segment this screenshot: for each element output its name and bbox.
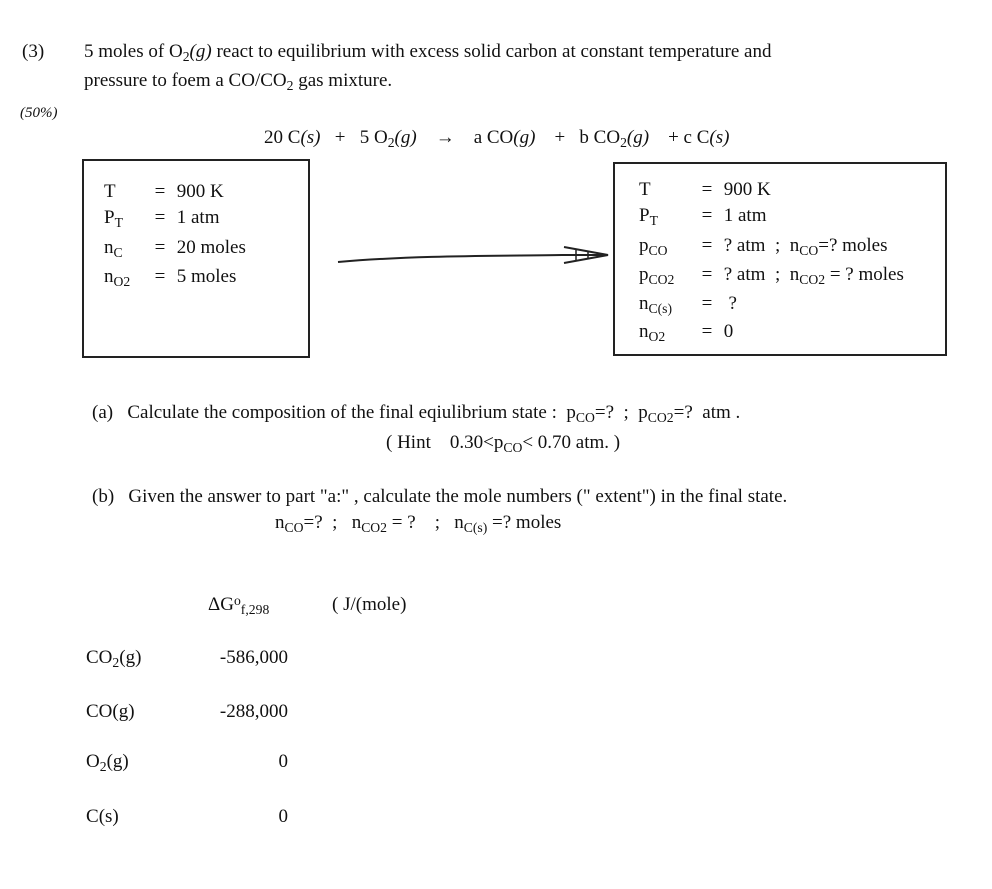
process-arrow [336, 244, 612, 270]
final-co-pressure-and-moles: $p_{CO}$ = ? atm ; $n_{CO}=$? moles [639, 235, 888, 258]
final-moles-oxygen: $n_{O2} = 0$ [639, 321, 734, 344]
problem-number: (3) [22, 41, 45, 62]
final-moles-carbon: $n_{C(s)}$ = ? [639, 293, 737, 316]
gibbs-table-header: $\Delta G^o_{f,298}$ [208, 593, 270, 617]
part-b-unknowns: $n_{CO}=$? ; $n_{CO2}$ = ? ; $n_{C(s)}$ =? moles [275, 512, 562, 535]
gibbs-species-o2: $O_2(g)$ [86, 751, 129, 774]
final-co2-pressure-and-moles: $p_{CO2}$ = ? atm ; $n_{CO2}$ = ? moles [639, 264, 904, 287]
part-a-question: (a) Calculate the composition of the final eqiulibrium state : $p_{CO}=$? ; $p_{CO2}=$? atm . [92, 402, 741, 425]
final-state-box [613, 162, 947, 356]
gibbs-species-co2: $CO_2(g)$ [86, 647, 142, 670]
part-a-hint: ( Hint $0.30<p_{CO}< 0.70$ atm. ) [386, 432, 621, 455]
gibbs-value-c: 0 [278, 806, 288, 827]
gibbs-species-c: C(s) [86, 806, 119, 827]
problem-statement-line2: pressure to foem a $CO/CO_2$ gas mixture. [84, 70, 393, 93]
initial-moles-carbon: $n_C = 20$ moles [104, 237, 246, 260]
initial-pressure: $P_T = 1$ atm [104, 207, 220, 230]
problem-statement-line1: 5 moles of $O_2(g)$ react to equilibrium with excess solid carbon at constant temperature and [84, 41, 772, 64]
reaction-equation: 20 C(s) + 5 $O_2(g)$ → a CO(g) + b $CO_2(g)$ + c C(s) [264, 127, 730, 150]
initial-moles-oxygen: $n_{O2} = 5$ moles [104, 266, 237, 289]
initial-temperature: T = 900 K [104, 181, 224, 202]
final-pressure: $P_T = 1$ atm [639, 205, 767, 228]
problem-weight: (50%) [20, 105, 58, 121]
reaction-arrow: → [435, 127, 455, 148]
part-b-question: (b) Given the answer to part "a:" , calculate the mole numbers (" extent") in the final state. [92, 486, 788, 507]
gibbs-table-unit: ( J/(mole) [332, 594, 407, 615]
gibbs-value-o2: 0 [278, 751, 288, 772]
initial-state-box [82, 159, 310, 358]
gibbs-species-co: CO(g) [86, 701, 135, 722]
gibbs-value-co: -288,000 [219, 701, 288, 722]
gibbs-value-co2: -586,000 [219, 647, 288, 668]
final-temperature: T = 900 K [639, 179, 771, 200]
